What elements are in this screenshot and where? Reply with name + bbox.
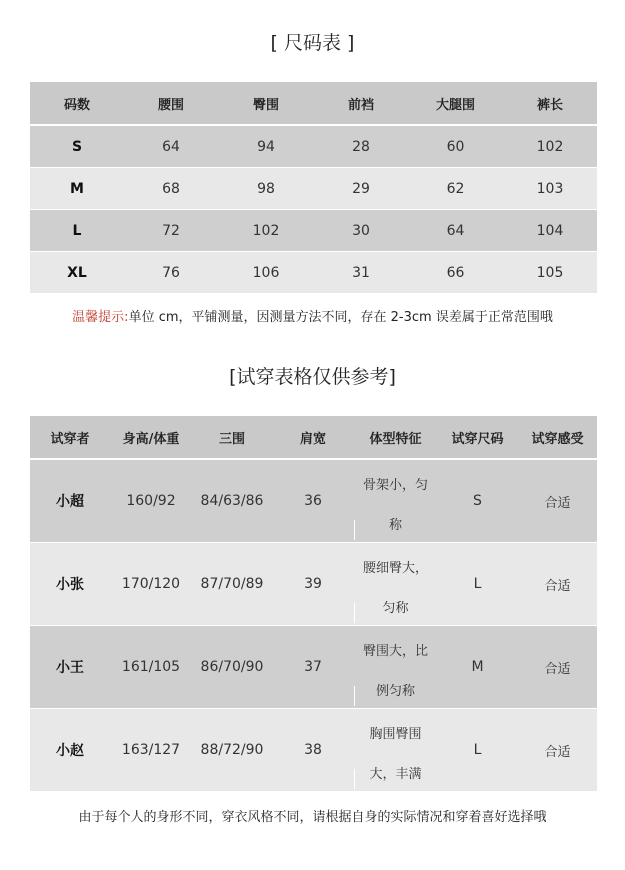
header-waist: 腰围: [124, 82, 218, 125]
rise-cell: 29: [314, 168, 408, 210]
body-type-line-1: 腰细臀大，: [362, 561, 428, 576]
tried-size-cell: L: [437, 709, 518, 792]
body-type-cell: [354, 626, 437, 709]
table-row: [30, 125, 597, 168]
body-type-line-1: 胸围臀围: [369, 727, 422, 742]
tester-name: 小赵: [30, 709, 110, 792]
size-chart-table: [30, 82, 597, 293]
header-body-type: 体型特征: [354, 416, 437, 459]
fit-chart-header-row: [30, 416, 597, 459]
thigh-cell: 66: [408, 252, 503, 294]
hip-cell: 106: [218, 252, 314, 294]
tip-label: 温馨提示:: [72, 310, 129, 325]
tried-size-cell: S: [437, 459, 518, 543]
waist-cell: 64: [124, 125, 218, 168]
tried-size-cell: L: [437, 543, 518, 626]
header-front-rise: 前裆: [314, 82, 408, 125]
shoulder-cell: 38: [272, 709, 354, 792]
header-hip: 臀围: [218, 82, 314, 125]
length-cell: 102: [503, 125, 597, 168]
header-shoulder: 肩宽: [272, 416, 354, 459]
height-weight-cell: 170/120: [110, 543, 192, 626]
body-type-line-2: 例匀称: [375, 684, 415, 699]
body-type-cell: [354, 459, 437, 543]
fit-feeling-cell: 合适: [518, 459, 597, 543]
thigh-cell: 60: [408, 125, 503, 168]
height-weight-cell: 161/105: [110, 626, 192, 709]
hip-cell: 98: [218, 168, 314, 210]
table-row: [30, 459, 597, 543]
size-cell: M: [30, 168, 124, 210]
size-cell: XL: [30, 252, 124, 294]
thigh-cell: 64: [408, 210, 503, 252]
tester-name: 小张: [30, 543, 110, 626]
measurements-cell: 88/72/90: [192, 709, 272, 792]
thigh-cell: 62: [408, 168, 503, 210]
rise-cell: 30: [314, 210, 408, 252]
table-row: [30, 168, 597, 210]
hip-cell: 102: [218, 210, 314, 252]
tester-name: 小王: [30, 626, 110, 709]
body-type-cell: [354, 543, 437, 626]
height-weight-cell: 163/127: [110, 709, 192, 792]
table-row: [30, 626, 597, 709]
length-cell: 105: [503, 252, 597, 294]
size-cell: S: [30, 125, 124, 168]
waist-cell: 72: [124, 210, 218, 252]
body-type-line-2: 称: [388, 518, 402, 533]
hip-cell: 94: [218, 125, 314, 168]
table-row: [30, 210, 597, 252]
size-cell: L: [30, 210, 124, 252]
fit-feeling-cell: 合适: [518, 543, 597, 626]
rise-cell: 31: [314, 252, 408, 294]
measurements-cell: 87/70/89: [192, 543, 272, 626]
fit-feeling-cell: 合适: [518, 626, 597, 709]
height-weight-cell: 160/92: [110, 459, 192, 543]
header-length: 裤长: [503, 82, 597, 125]
body-type-line-2: 匀称: [382, 601, 409, 616]
header-fit-feeling: 试穿感受: [518, 416, 597, 459]
waist-cell: 68: [124, 168, 218, 210]
shoulder-cell: 39: [272, 543, 354, 626]
size-chart-title: [ 尺码表 ]: [270, 32, 355, 54]
measurement-tip: [0, 306, 625, 325]
header-thigh: 大腿围: [408, 82, 503, 125]
body-type-line-1: 臀围大，比: [362, 644, 428, 659]
body-type-line-2: 大，丰满: [369, 767, 422, 782]
shoulder-cell: 36: [272, 459, 354, 543]
header-measurements: 三围: [192, 416, 272, 459]
header-height-weight: 身高/体重: [110, 416, 192, 459]
table-row: [30, 709, 597, 792]
fit-chart-title: [试穿表格仅供参考]: [229, 366, 396, 388]
length-cell: 104: [503, 210, 597, 252]
header-size: 码数: [30, 82, 124, 125]
rise-cell: 28: [314, 125, 408, 168]
table-row: [30, 252, 597, 294]
measurements-cell: 86/70/90: [192, 626, 272, 709]
header-tester: 试穿者: [30, 416, 110, 459]
header-tried-size: 试穿尺码: [437, 416, 518, 459]
size-chart-header-row: [30, 82, 597, 125]
fit-feeling-cell: 合适: [518, 709, 597, 792]
measurements-cell: 84/63/86: [192, 459, 272, 543]
fit-chart-table: [30, 416, 597, 791]
tried-size-cell: M: [437, 626, 518, 709]
table-row: [30, 543, 597, 626]
footer-note: 由于每个人的身形不同，穿衣风格不同，请根据自身的实际情况和穿着喜好选择哦: [78, 810, 547, 825]
shoulder-cell: 37: [272, 626, 354, 709]
tip-text: 单位 cm，平铺测量，因测量方法不同，存在 2-3cm 误差属于正常范围哦: [128, 310, 553, 325]
body-type-cell: [354, 709, 437, 792]
body-type-line-1: 骨架小，匀: [362, 478, 428, 493]
waist-cell: 76: [124, 252, 218, 294]
tester-name: 小超: [30, 459, 110, 543]
length-cell: 103: [503, 168, 597, 210]
